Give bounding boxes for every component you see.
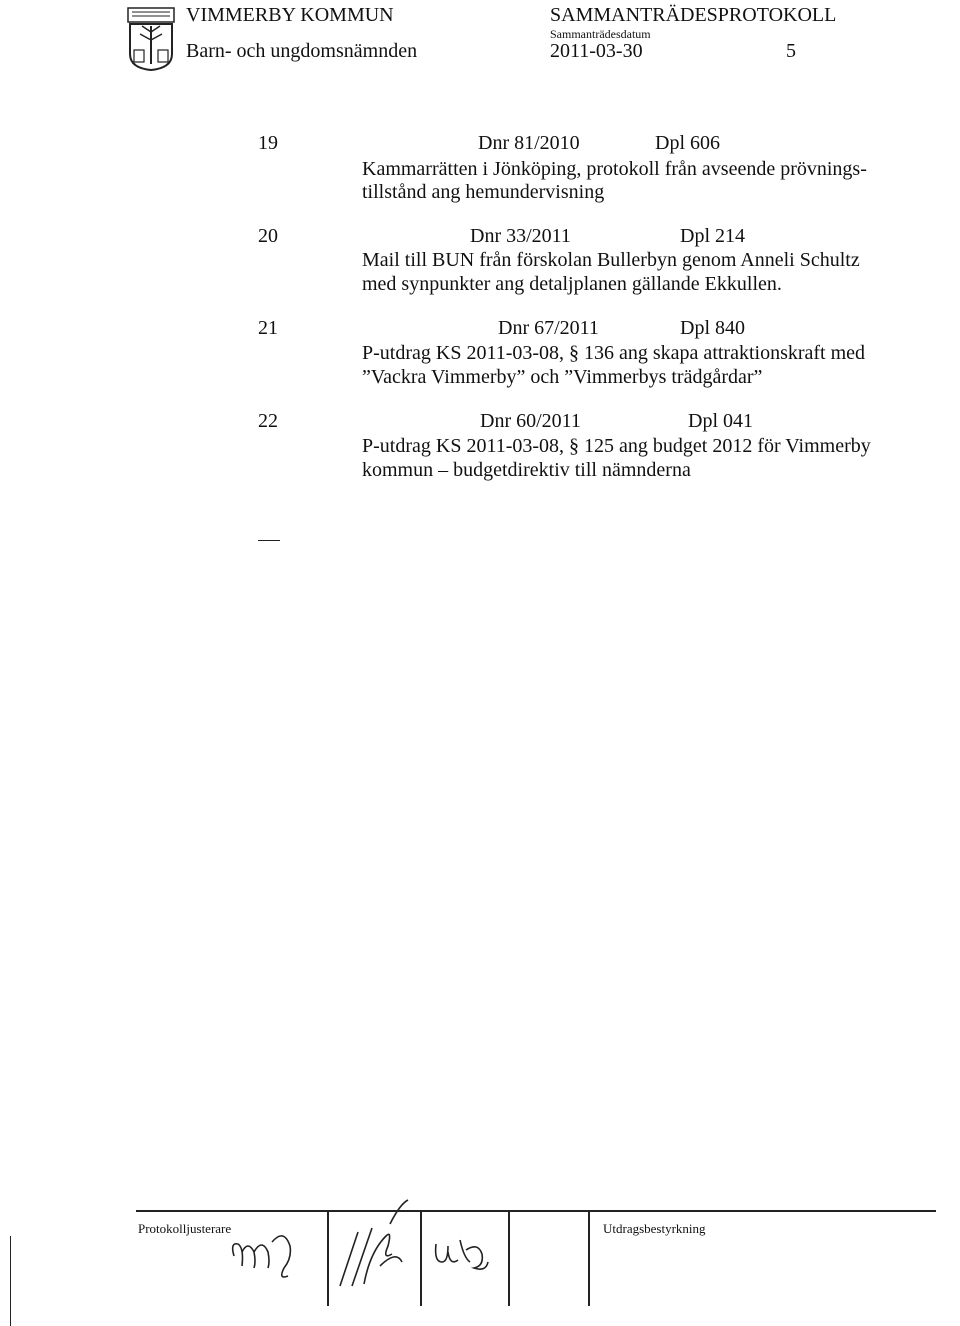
municipal-coat-of-arms-icon bbox=[126, 6, 176, 72]
date-label: Sammanträdesdatum bbox=[550, 27, 651, 41]
item-dpl: Dpl 840 bbox=[680, 317, 745, 339]
item-dnr: Dnr 60/2011 bbox=[480, 410, 581, 432]
item-dnr: Dnr 81/2010 bbox=[478, 132, 580, 154]
item-number: 21 bbox=[258, 317, 278, 339]
item-text-line: med synpunkter ang detaljplanen gällande Ekkullen. bbox=[362, 273, 782, 295]
footer-divider bbox=[327, 1210, 329, 1306]
item-text-line: Mail till BUN från förskolan Bullerbyn genom Anneli Schultz bbox=[362, 249, 860, 271]
signature-3 bbox=[430, 1232, 494, 1278]
department-name: Barn- och ungdomsnämnden bbox=[186, 40, 418, 62]
document-type: SAMMANTRÄDESPROTOKOLL bbox=[550, 4, 837, 26]
signature-1 bbox=[228, 1222, 314, 1286]
item-dpl: Dpl 214 bbox=[680, 225, 745, 247]
item-dnr: Dnr 67/2011 bbox=[498, 317, 599, 339]
footer-divider bbox=[508, 1210, 510, 1306]
extract-label: Utdragsbestyrkning bbox=[603, 1221, 706, 1236]
item-text-line: kommun – budgetdirektiv till nämnderna bbox=[362, 459, 691, 481]
item-number: 22 bbox=[258, 410, 278, 432]
footer-rule bbox=[136, 1210, 936, 1212]
footer-divider bbox=[420, 1210, 422, 1306]
item-dnr: Dnr 33/2011 bbox=[470, 225, 571, 247]
item-text-line: P-utdrag KS 2011-03-08, § 125 ang budget 2012 för Vimmerby bbox=[362, 435, 871, 457]
organization-name: VIMMERBY KOMMUN bbox=[186, 4, 394, 26]
item-number: 20 bbox=[258, 225, 278, 247]
item-dpl: Dpl 606 bbox=[655, 132, 720, 154]
signature-2 bbox=[330, 1196, 420, 1292]
item-text-line: P-utdrag KS 2011-03-08, § 136 ang skapa attraktionskraft med bbox=[362, 342, 866, 364]
margin-line bbox=[10, 1236, 11, 1326]
footer-divider bbox=[588, 1210, 590, 1306]
adjuster-label: Protokolljusterare bbox=[138, 1221, 232, 1236]
item-text-line: Kammarrätten i Jönköping, protokoll från avseende prövnings- bbox=[362, 158, 867, 180]
item-dpl: Dpl 041 bbox=[688, 410, 753, 432]
item-number: 19 bbox=[258, 132, 278, 154]
end-dash bbox=[258, 540, 280, 541]
item-text-line: tillstånd ang hemundervisning bbox=[362, 181, 605, 203]
meeting-date: 2011-03-30 bbox=[550, 40, 643, 62]
item-text-line: ”Vackra Vimmerby” och ”Vimmerbys trädgårdar” bbox=[362, 366, 763, 388]
page-number: 5 bbox=[786, 40, 796, 62]
